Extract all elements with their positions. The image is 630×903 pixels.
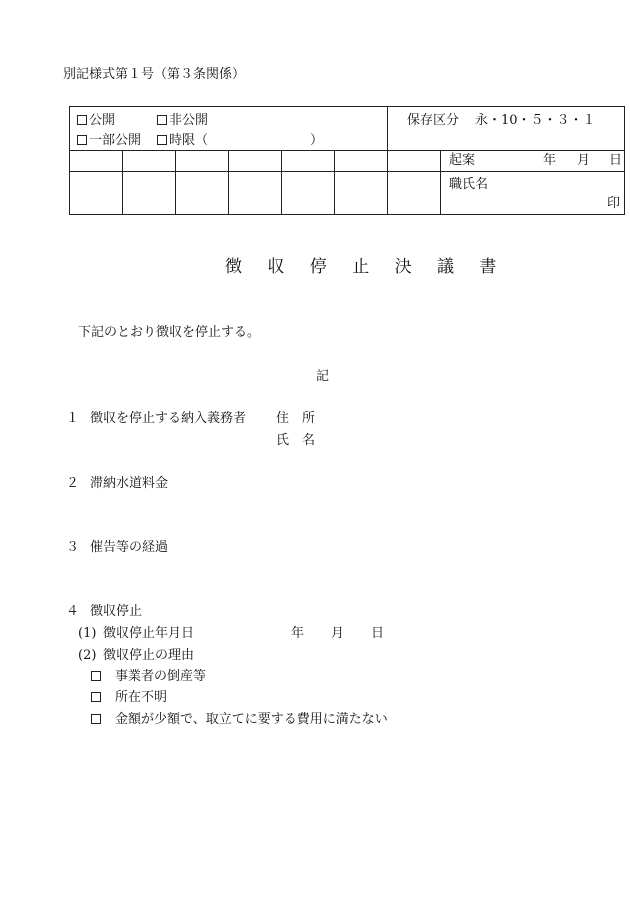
approval-stamp-cell[interactable] xyxy=(176,151,229,172)
private-checkbox[interactable] xyxy=(157,115,167,125)
reason-option[interactable] xyxy=(91,713,388,726)
time-limit-label: 時限（ xyxy=(169,133,209,148)
item4-number: ４ xyxy=(66,604,80,619)
item1-number: １ xyxy=(66,411,80,426)
ki-heading: 記 xyxy=(316,369,330,384)
position-name-cell[interactable] xyxy=(441,172,625,215)
approval-stamp-cell[interactable] xyxy=(123,172,176,215)
stop-year: 年 xyxy=(291,626,305,641)
time-limit-close: ） xyxy=(310,133,324,148)
approval-stamp-cell[interactable] xyxy=(335,172,388,215)
approval-stamp-cell[interactable] xyxy=(70,151,123,172)
retention-label: 保存区分 xyxy=(407,113,460,128)
approval-stamp-cell[interactable] xyxy=(335,151,388,172)
private-label: 非公開 xyxy=(169,113,209,128)
item2-label: 滞納水道料金 xyxy=(90,476,169,491)
public-label: 公開 xyxy=(89,113,116,128)
draft-year: 年 xyxy=(543,153,557,168)
approval-stamp-cell[interactable] xyxy=(229,151,282,172)
time-limit-option[interactable] xyxy=(157,134,208,147)
partial-public-label: 一部公開 xyxy=(89,133,142,148)
header-table xyxy=(69,106,625,215)
partial-public-checkbox[interactable] xyxy=(77,135,87,145)
approval-stamp-cell[interactable] xyxy=(123,151,176,172)
approval-stamp-cell[interactable] xyxy=(388,151,441,172)
item4-label: 徴収停止 xyxy=(90,604,143,619)
reason-label: 金額が少額で、取立てに要する費用に満たない xyxy=(115,712,388,727)
approval-stamp-cell[interactable] xyxy=(282,172,335,215)
private-option[interactable] xyxy=(157,114,208,127)
document-title: 徴 収 停 止 決 議 書 xyxy=(225,257,507,277)
approval-stamp-cell[interactable] xyxy=(176,172,229,215)
item1-label: 徴収を停止する納入義務者 xyxy=(90,411,247,426)
draft-month: 月 xyxy=(577,153,591,168)
position-name-label: 職氏名 xyxy=(449,177,489,192)
approval-stamp-cell[interactable] xyxy=(388,172,441,215)
draft-day: 日 xyxy=(609,153,623,168)
item2-number: ２ xyxy=(66,476,80,491)
approval-stamp-cell[interactable] xyxy=(282,151,335,172)
reason-label: 所在不明 xyxy=(115,690,168,705)
name-label: 氏 名 xyxy=(276,433,316,448)
stop-month: 月 xyxy=(331,626,345,641)
stop-day: 日 xyxy=(371,626,385,641)
approval-stamp-cell[interactable] xyxy=(229,172,282,215)
draft-date-cell[interactable] xyxy=(441,151,625,172)
public-option[interactable] xyxy=(77,114,115,127)
approval-stamp-cell[interactable] xyxy=(70,172,123,215)
sub2-number: (2) xyxy=(78,648,97,663)
intro-text: 下記のとおり徴収を停止する。 xyxy=(78,325,261,340)
seal-mark: 印 xyxy=(607,196,621,211)
reason-checkbox[interactable] xyxy=(91,714,101,724)
sub1-number: (1) xyxy=(78,626,97,641)
sub2-label: 徴収停止の理由 xyxy=(103,648,195,663)
address-label: 住 所 xyxy=(276,411,316,426)
reason-label: 事業者の倒産等 xyxy=(115,669,207,684)
form-reference: 別記様式第１号（第３条関係） xyxy=(63,67,246,82)
reason-option[interactable] xyxy=(91,670,206,683)
public-checkbox[interactable] xyxy=(77,115,87,125)
reason-checkbox[interactable] xyxy=(91,692,101,702)
retention-values: 永・10・５・３・１ xyxy=(475,113,596,128)
retention-cell xyxy=(388,107,625,151)
reason-option[interactable] xyxy=(91,691,167,704)
sub1-label: 徴収停止年月日 xyxy=(103,626,195,641)
partial-public-option[interactable] xyxy=(77,134,141,147)
disclosure-cell xyxy=(70,107,388,151)
reason-checkbox[interactable] xyxy=(91,671,101,681)
draft-label: 起案 xyxy=(449,153,476,168)
item3-label: 催告等の経過 xyxy=(90,540,169,555)
item3-number: ３ xyxy=(66,540,80,555)
time-limit-checkbox[interactable] xyxy=(157,135,167,145)
